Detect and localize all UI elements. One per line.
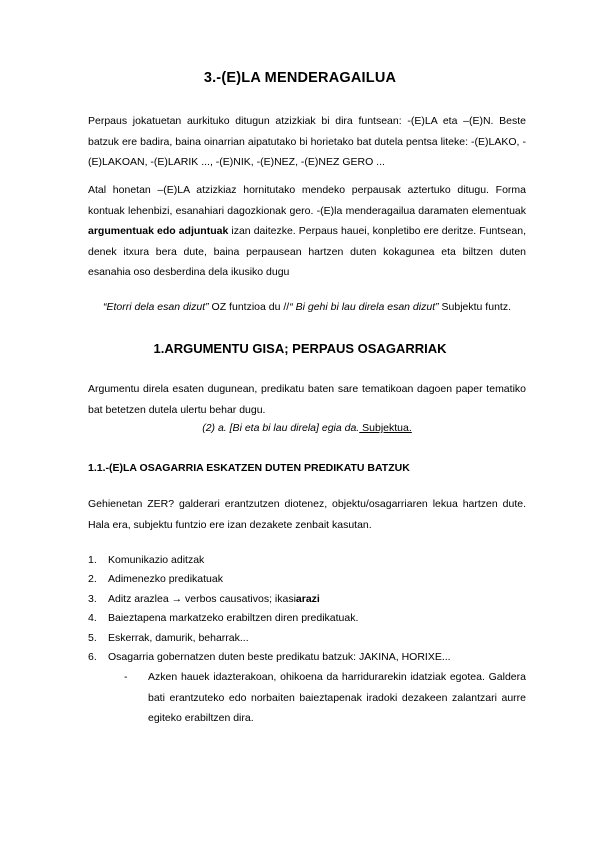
list-item: [88, 551, 526, 570]
list-item-bold-suffix: arazi: [295, 592, 320, 605]
list-item-number: 1.: [88, 554, 97, 566]
list-item-number: 5.: [88, 631, 97, 644]
argument-paragraph: Argumentu direla esaten dugunean, predikatu baten sare tematikoan dagoen paper tematiko bat betetzen dutela ulertu behar dugu.: [88, 383, 526, 416]
example-quote-2: “ Bi gehi bi lau direla esan dizut”: [289, 301, 439, 313]
list-item-number: 2.: [88, 573, 97, 586]
subsection-title: 1.1.-(E)LA OSAGARRIA ESKATZEN DUTEN PREDIKATU BATZUK: [88, 462, 410, 474]
description-bold-text: argumentuak edo adjuntuak: [88, 225, 229, 238]
list-item-text: Osagarria gobernatzen duten beste predikatu batzuk: JAKINA, HORIXE...: [108, 650, 451, 663]
list-item-text: Eskerrak, damurik, beharrak...: [108, 631, 249, 644]
example-quote-1: “Etorri dela esan dizut”: [103, 301, 209, 313]
list-item-text: Baieztapena markatzeko erabiltzen diren predikatuak.: [108, 612, 359, 625]
description-text-after: izan daitezke. Perpaus hauei, konpletibo ere deritze. Funtsean, denek itxura bera dute, baina perpausean hartzen duten kokagunea eta biltzen duten esanahia oso desberdina dela ikusiko dugu: [88, 225, 526, 279]
dash-bullet: -: [124, 671, 128, 683]
section-title: 1.ARGUMENTU GISA; PERPAUS OSAGARRIAK: [153, 341, 447, 356]
example-2-underlined: Subjektua.: [359, 422, 412, 434]
list-item: [88, 609, 526, 628]
intro-paragraph: Perpaus jokatuetan aurkituko ditugun atzizkiak bi dira funtsean: -(E)LA eta –(E)N. Beste batzuk ere badira, baina oinarrian aipatutako bi horietako bat dutela pentsa liteke: -(E)LAKO, -(E)LAKOAN, -(E)LARIK ..., -(E)NIK, -(E)NEZ, -(E)NEZ GERO ...: [88, 115, 526, 169]
list-item: [88, 629, 526, 648]
example-sentence-1: [88, 297, 526, 318]
predicate-list: [88, 551, 526, 667]
example-sentence-2: [88, 418, 526, 439]
list-item-text: Komunikazio aditzak: [108, 554, 205, 566]
subsection-paragraph: Gehienetan ZER? galderari erantzutzen diotenez, objektu/osagarriaren lekua hartzen dute. Hala era, subjektu funtzio ere izan dezakete zenbait kasutan.: [88, 498, 526, 531]
description-paragraph: [88, 180, 526, 283]
page-title: 3.-(E)LA MENDERAGAILUA: [203, 70, 397, 86]
list-item-text: Adimenezko predikatuak: [108, 573, 223, 586]
list-item-number: 6.: [88, 650, 97, 663]
list-item: [88, 648, 526, 667]
example-text-1: OZ funtzioa du //: [208, 301, 290, 313]
list-item-number: 4.: [88, 612, 97, 625]
example-text-2: Subjektu funtz.: [438, 301, 511, 313]
example-2-italic: (2) a. [Bi eta bi lau direla] egia da.: [202, 422, 360, 434]
list-item-number: 3.: [88, 592, 97, 605]
list-item: [88, 590, 526, 609]
list-item: [88, 570, 526, 589]
description-text-before: Atal honetan –(E)LA atzizkiaz hornitutako mendeko perpausak aztertuko ditugu. Forma kontuak lehenbizi, esanahiari dagozkionak gero. -(E)la menderagailua daramaten elementuak: [88, 184, 526, 217]
list-item-text: Aditz arazlea → verbos causativos; ikasi: [108, 592, 296, 605]
dash-item-text: Azken hauek idazterakoan, ohikoena da harridurarekin idatziak egotea. Galdera bati erantzuteko edo norbaiten baieztapenak iradoki dezakeen zalantzari aurre egiteko erabiltzen dira.: [148, 671, 526, 725]
